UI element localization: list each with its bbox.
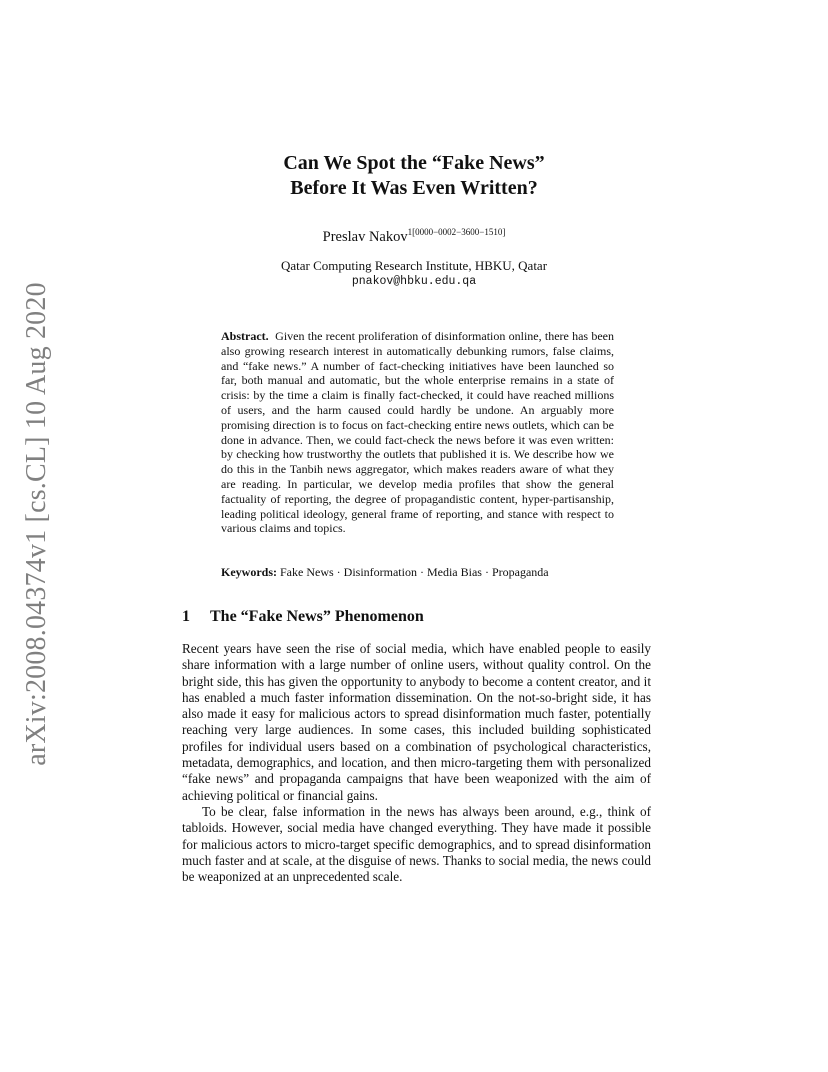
affiliation-text: Qatar Computing Research Institute, HBKU, Qatar	[280, 258, 548, 273]
arxiv-identifier-text: arXiv:2008.04374v1 [cs.CL] 10 Aug 2020	[21, 282, 52, 766]
author-marker: 1	[407, 227, 413, 237]
affiliation-block	[0, 258, 828, 290]
author-superscript	[408, 227, 506, 237]
author-orcid: [0000−0002−3600−1510]	[412, 227, 506, 237]
body-paragraph-2: To be clear, false information in the news has always been around, e.g., think of tabloids. However, social media have changed everything. They have made it possible for malicious actors to micro-target specific demographics, and to spread disinformation much faster and at scale, at the disguise of news. Thanks to social media, the news could be weaponized at an unprecedented scale.	[182, 803, 651, 885]
section-number: 1	[182, 608, 190, 625]
body-paragraph-1: Recent years have seen the rise of social media, which have enabled people to easily share information with a large number of online users, without quality control. On the bright side, this has given the opportunity to anybody to become a content creator, and it has enabled a much faster information dissemination. On the not-so-bright side, it has also made it easy for malicious actors to spread disinformation much faster, potentially reaching very large audiences. In some cases, this included building sophisticated profiles for individual users based on a combination of psychological characteristics, metadata, demographics, and location, and then micro-targeting them with personalized “fake news” and propaganda campaigns that have been weaponized with the aim of achieving political or financial gains.	[182, 641, 651, 803]
paper-title-line-2: Before It Was Even Written?	[290, 177, 538, 199]
paper-title-line-1: Can We Spot the “Fake News”	[283, 152, 545, 174]
paper-title	[0, 151, 828, 201]
abstract-paragraph	[221, 329, 614, 536]
keywords-block	[221, 565, 614, 580]
section-heading	[182, 608, 424, 626]
author-email: pnakov@hbku.edu.qa	[351, 275, 477, 288]
section-body	[182, 641, 651, 885]
arxiv-identifier-stamp	[16, 284, 58, 764]
keywords-text: Fake News · Disinformation · Media Bias · Propaganda	[280, 565, 549, 579]
author-line	[0, 227, 828, 246]
section-title: The “Fake News” Phenomenon	[210, 608, 424, 625]
abstract-label: Abstract.	[221, 329, 269, 343]
keywords-label: Keywords:	[221, 565, 277, 579]
abstract-text: Given the recent proliferation of disinformation online, there has been also growing research interest in automatically debunking rumors, false claims, and “fake news.” A number of fact-checking initiatives have been launched so far, both manual and automatic, but the whole enterprise remains in a state of crisis: by the time a claim is finally fact-checked, it could have reached millions of users, and the harm caused could hardly be undone. An arguably more promising direction is to focus on fact-checking entire news outlets, which can be done in advance. Then, we could fact-check the news before it was even written: by checking how trustworthy the outlets that published it is. We describe how we do this in the Tanbih news aggregator, which makes readers aware of what they are reading. In particular, we develop media profiles that show the general factuality of reporting, the degree of propagandistic content, hyper-partisanship, leading political ideology, general frame of reporting, and stance with respect to various claims and topics.	[221, 329, 614, 536]
abstract-block	[221, 329, 614, 536]
author-name: Preslav Nakov	[322, 229, 408, 245]
